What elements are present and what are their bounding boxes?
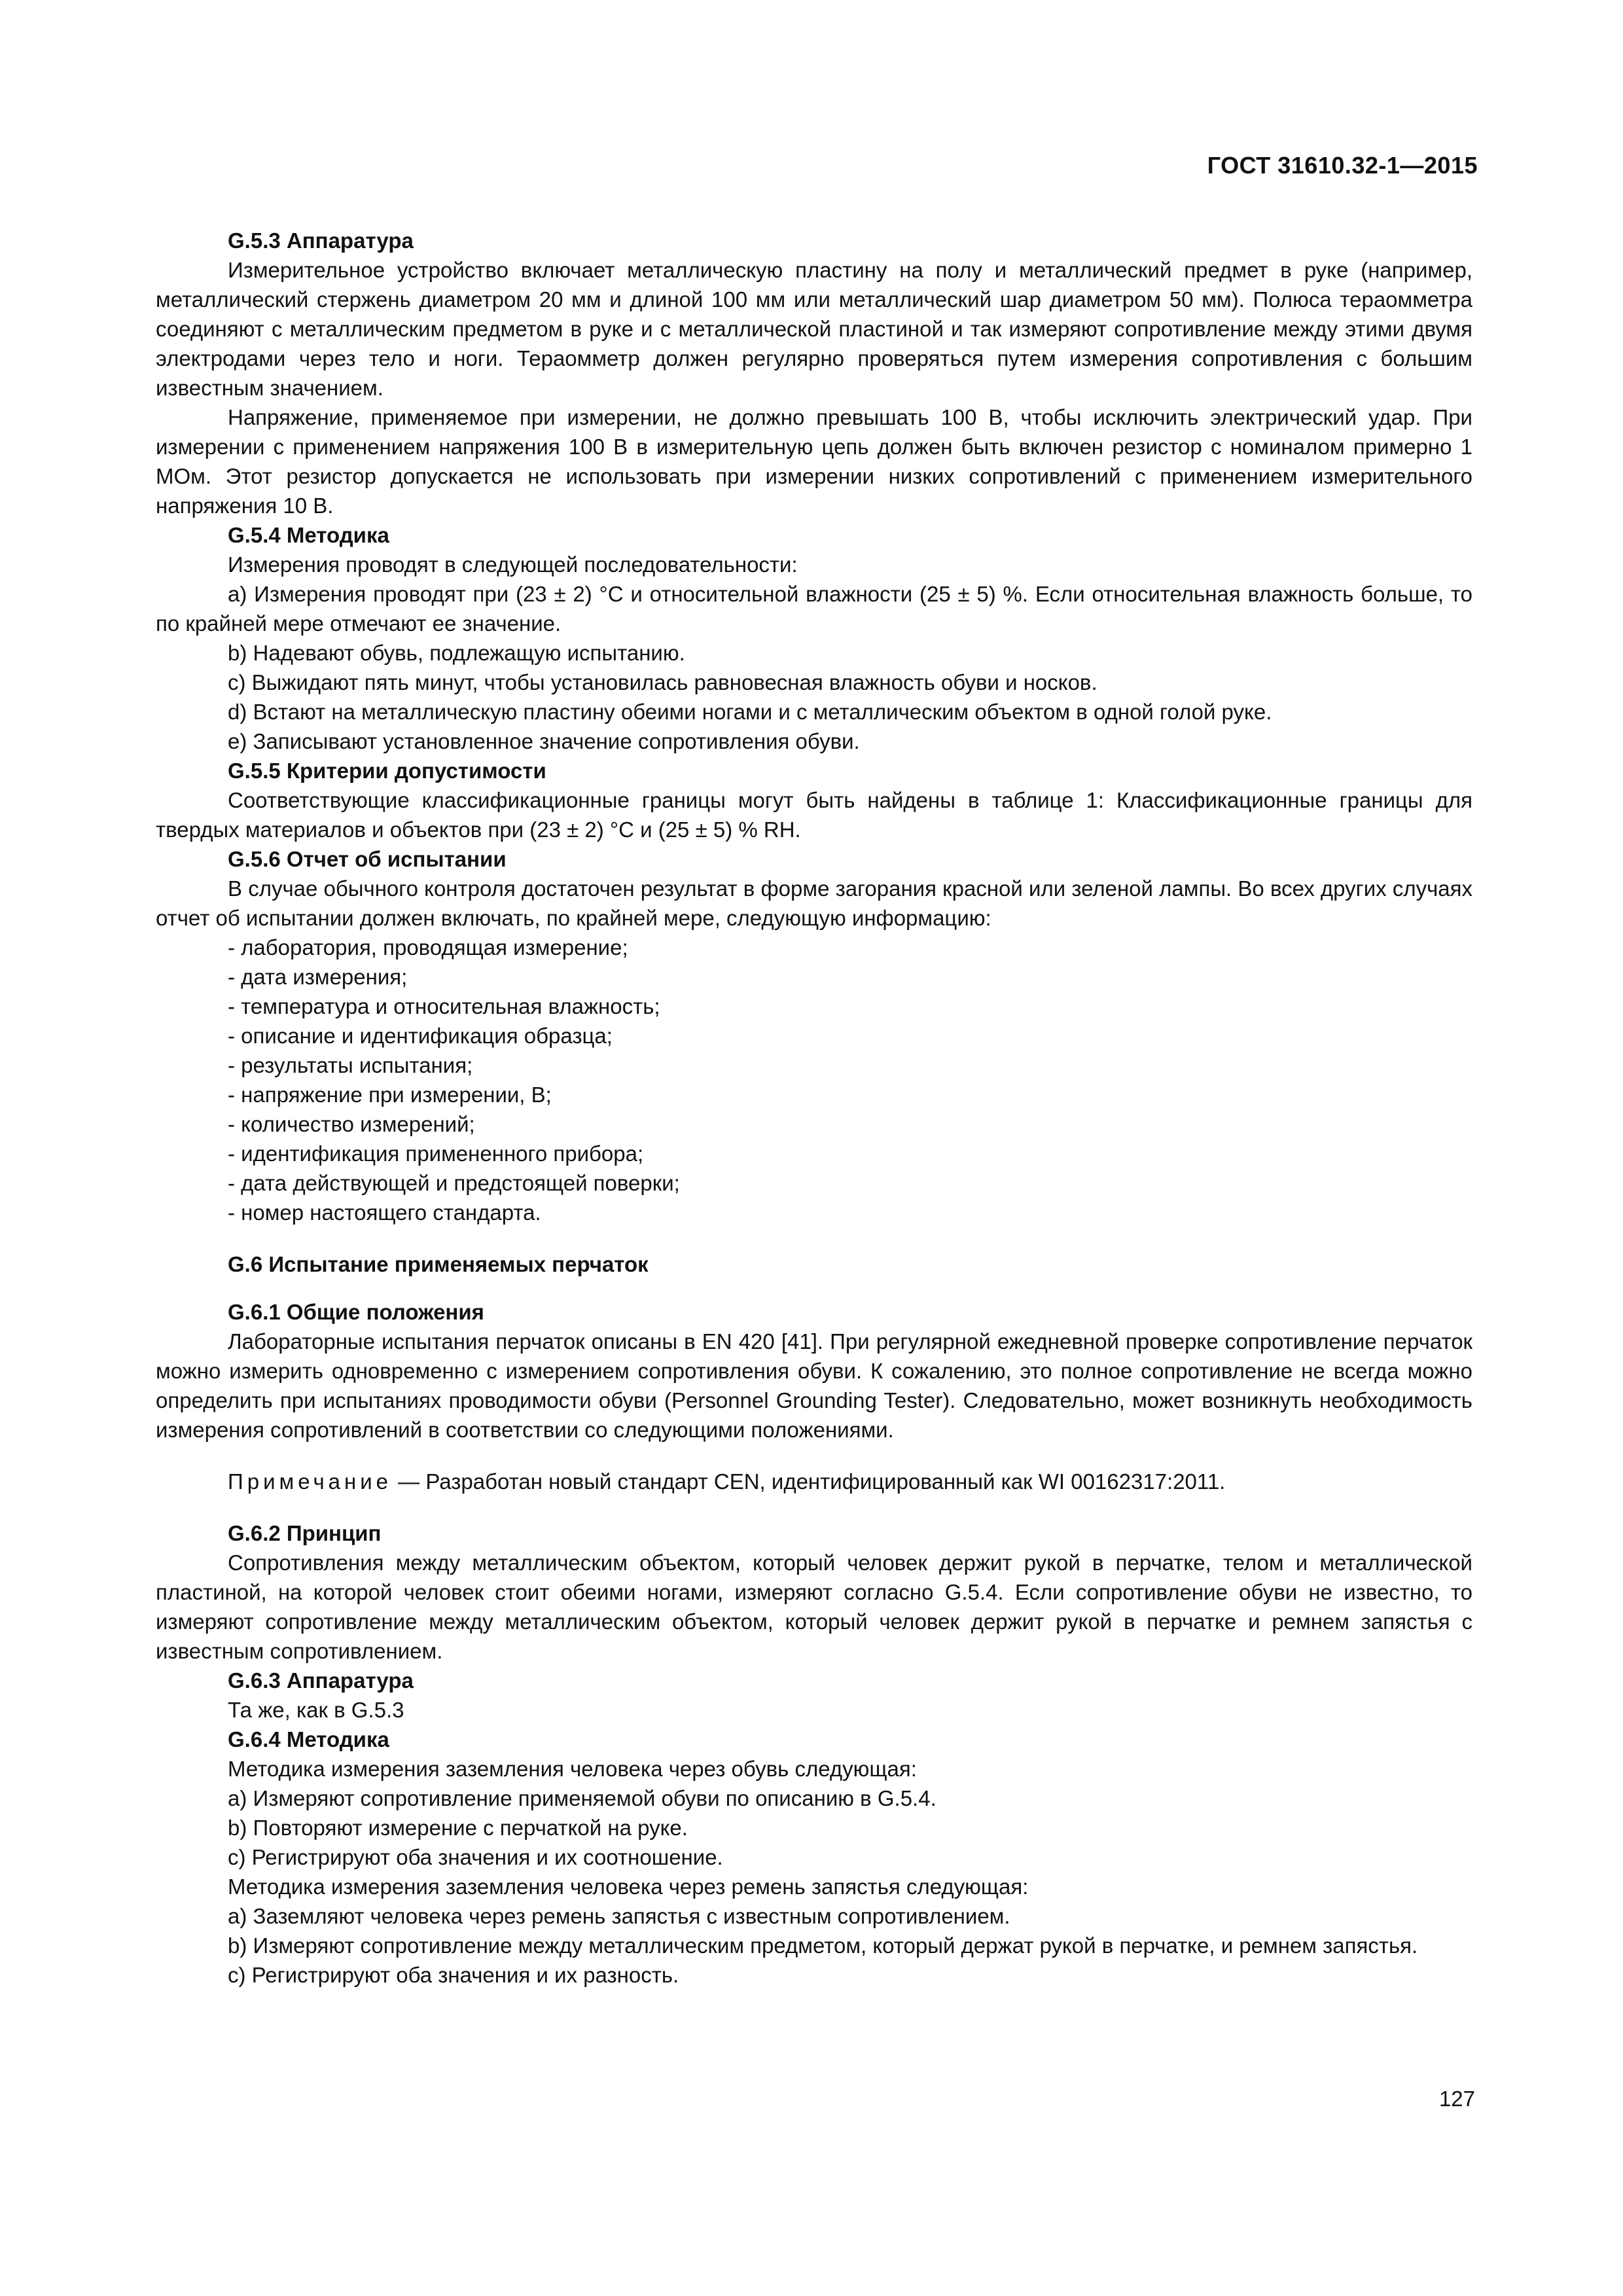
document-header: ГОСТ 31610.32-1—2015 [1207,152,1478,179]
paragraph: Лабораторные испытания перчаток описаны в EN 420 [41]. При регулярной ежедневной проверке сопротивление перчаток можно измерить одновременно с измерением сопротивления обуви. К сожалению, это полное сопротивление не всегда можно определить при испытаниях проводимости обуви (Personnel Grounding Tester). Следовательно, может возникнуть необходимость измерения сопротивлений в соответствии со следующими положениями. [156,1329,1472,1442]
section-heading-g61: G.6.1 Общие положения [228,1300,484,1324]
list-item: - описание и идентификация образца; [156,1021,1472,1050]
list-item: - лаборатория, проводящая измерение; [156,933,1472,962]
paragraph: Методика измерения заземления человека через ремень запястья следующая: [228,1874,1029,1899]
section-heading-g6: G.6 Испытание применяемых перчаток [228,1252,649,1276]
list-item: - напряжение при измерении, В; [156,1080,1472,1109]
document-body [156,226,1472,1990]
list-item: а) Измерения проводят при (23 ± 2) °С и относительной влажности (25 ± 5) %. Если относительная влажность больше, то по крайней мере отмечают ее значение. [156,582,1472,636]
note [156,1467,1472,1496]
section-heading-g63: G.6.3 Аппаратура [228,1668,414,1693]
paragraph: Та же, как в G.5.3 [228,1698,404,1722]
list-item: а) Измеряют сопротивление применяемой обуви по описанию в G.5.4. [228,1786,936,1810]
section-heading-g53: G.5.3 Аппаратура [228,228,414,253]
list-item: b) Надевают обувь, подлежащую испытанию. [228,641,685,665]
paragraph: В случае обычного контроля достаточен результат в форме загорания красной или зеленой лампы. Во всех других случаях отчет об испытании должен включать, по крайней мере, следующую информацию: [156,876,1472,930]
section-heading-g64: G.6.4 Методика [228,1727,389,1751]
list-item: - дата измерения; [156,962,1472,992]
list-item: - температура и относительная влажность; [156,992,1472,1021]
paragraph: Методика измерения заземления человека через обувь следующая: [228,1757,917,1781]
paragraph: Сопротивления между металлическим объектом, который человек держит рукой в перчатке, телом и металлической пластиной, на которой человек стоит обеими ногами, измеряют согласно G.5.4. Если сопротивление обуви не известно, то измеряют сопротивление между металлическим объектом, который человек держит рукой в перчатке и ремнем запястья с известным сопротивлением. [156,1551,1472,1663]
section-heading-g54: G.5.4 Методика [228,523,389,547]
page-number: 127 [1438,2087,1475,2111]
list-item: e) Записывают установленное значение сопротивления обуви. [228,729,860,753]
paragraph: Измерительное устройство включает металлическую пластину на полу и металлический предмет в руке (например, металлический стержень диаметром 20 мм и длиной 100 мм или металлический шар диаметром 50 мм). Полюса тераомметра соединяют с металлическим предметом в руке и с металлической пластиной и так измеряют сопротивление между этими двумя электродами через тело и ноги. Тераомметр должен регулярно проверяться путем измерения сопротивления с большим известным значением. [156,258,1472,400]
paragraph: Напряжение, применяемое при измерении, не должно превышать 100 В, чтобы исключить электрический удар. При измерении с применением напряжения 100 В в измерительную цепь должен быть включен резистор с номиналом примерно 1 МОм. Этот резистор допускается не использовать при измерении низких сопротивлений с применением измерительного напряжения 10 В. [156,405,1472,518]
list-item: - дата действующей и предстоящей поверки; [156,1168,1472,1198]
report-info-list [156,933,1472,1227]
list-item: - номер настоящего стандарта. [156,1198,1472,1227]
list-item: - идентификация примененного прибора; [156,1139,1472,1168]
list-item: c) Регистрируют оба значения и их разность. [228,1963,679,1987]
paragraph: Соответствующие классификационные границы могут быть найдены в таблице 1: Классификационные границы для твердых материалов и объектов при (23 ± 2) °С и (25 ± 5) % RH. [156,788,1472,842]
list-item: b) Повторяют измерение с перчаткой на руке. [228,1816,688,1840]
section-heading-g62: G.6.2 Принцип [228,1521,382,1545]
list-item: а) Заземляют человека через ремень запястья с известным сопротивлением. [228,1904,1010,1928]
list-item: - результаты испытания; [156,1050,1472,1080]
list-item: c) Регистрируют оба значения и их соотношение. [228,1845,723,1869]
list-item: d) Встают на металлическую пластину обеими ногами и с металлическим объектом в одной голой руке. [228,700,1272,724]
paragraph: Измерения проводят в следующей последовательности: [228,552,798,577]
section-heading-g56: G.5.6 Отчет об испытании [228,847,507,871]
section-heading-g55: G.5.5 Критерии допустимости [228,759,546,783]
list-item: c) Выжидают пять минут, чтобы установилась равновесная влажность обуви и носков. [228,670,1097,694]
note-text: — Разработан новый стандарт CEN, идентифицированный как WI 00162317:2011. [392,1469,1226,1494]
note-label: Примечание [228,1469,393,1494]
list-item: - количество измерений; [156,1109,1472,1139]
list-item: b) Измеряют сопротивление между металлическим предметом, который держат рукой в перчатке, и ремнем запястья. [228,1933,1418,1958]
